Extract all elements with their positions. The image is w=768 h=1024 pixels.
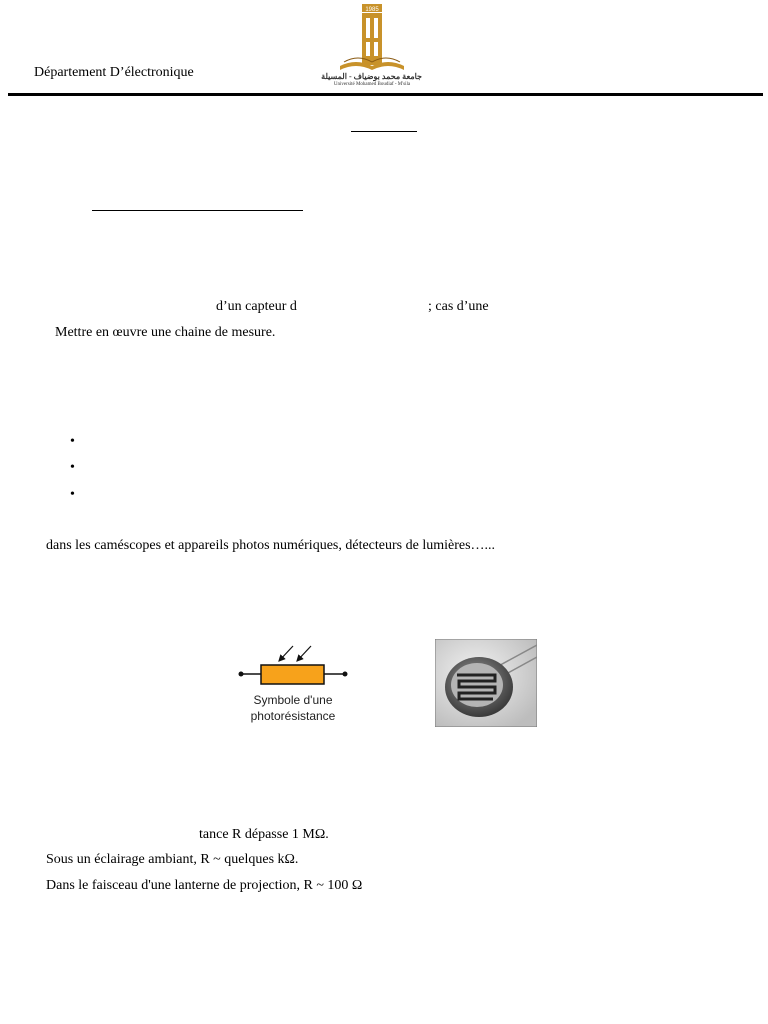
light-arrow-2 (297, 646, 311, 661)
bullet-glyph: • (70, 434, 75, 449)
resistance-projection-text: Dans le faisceau d'une lanterne de projection, R ~ 100 Ω (46, 878, 363, 893)
symbol-caption-line2: photorésistance (250, 709, 336, 723)
objective-text-part1: d’un capteur d (216, 299, 297, 314)
department-title: Département D’électronique (34, 65, 194, 80)
logo-french-name: Université Mohamed Boudiaf - M'sila (333, 82, 411, 87)
objective-text-line2: Mettre en œuvre une chaine de mesure. (55, 325, 276, 340)
logo-arabic-name: جامعة محمد بوضياف - المسيلة (321, 72, 422, 81)
resistor-body (261, 665, 324, 684)
resistance-dark-text: tance R dépasse 1 MΩ. (199, 827, 329, 842)
objective-text-part2: ; cas d’une (428, 299, 489, 314)
light-arrow-1 (279, 646, 293, 661)
symbol-caption (233, 692, 353, 724)
header-rule (8, 93, 763, 96)
applications-text: dans les caméscopes et appareils photos numériques, détecteurs de lumières…... (46, 538, 496, 553)
photoresistor-photo (435, 639, 537, 727)
resistance-ambient-text: Sous un éclairage ambiant, R ~ quelques kΩ. (46, 852, 299, 867)
bullet-item-2 (70, 460, 75, 476)
bullet-glyph: • (70, 487, 75, 502)
logo-year: 1985 (365, 7, 379, 13)
symbol-caption-line1: Symbole d'une (253, 693, 333, 707)
section-underline (92, 210, 303, 211)
bullet-glyph: • (70, 460, 75, 475)
bullet-item-3 (70, 487, 75, 503)
bullet-item-1 (70, 434, 75, 450)
title-underline (351, 131, 417, 132)
